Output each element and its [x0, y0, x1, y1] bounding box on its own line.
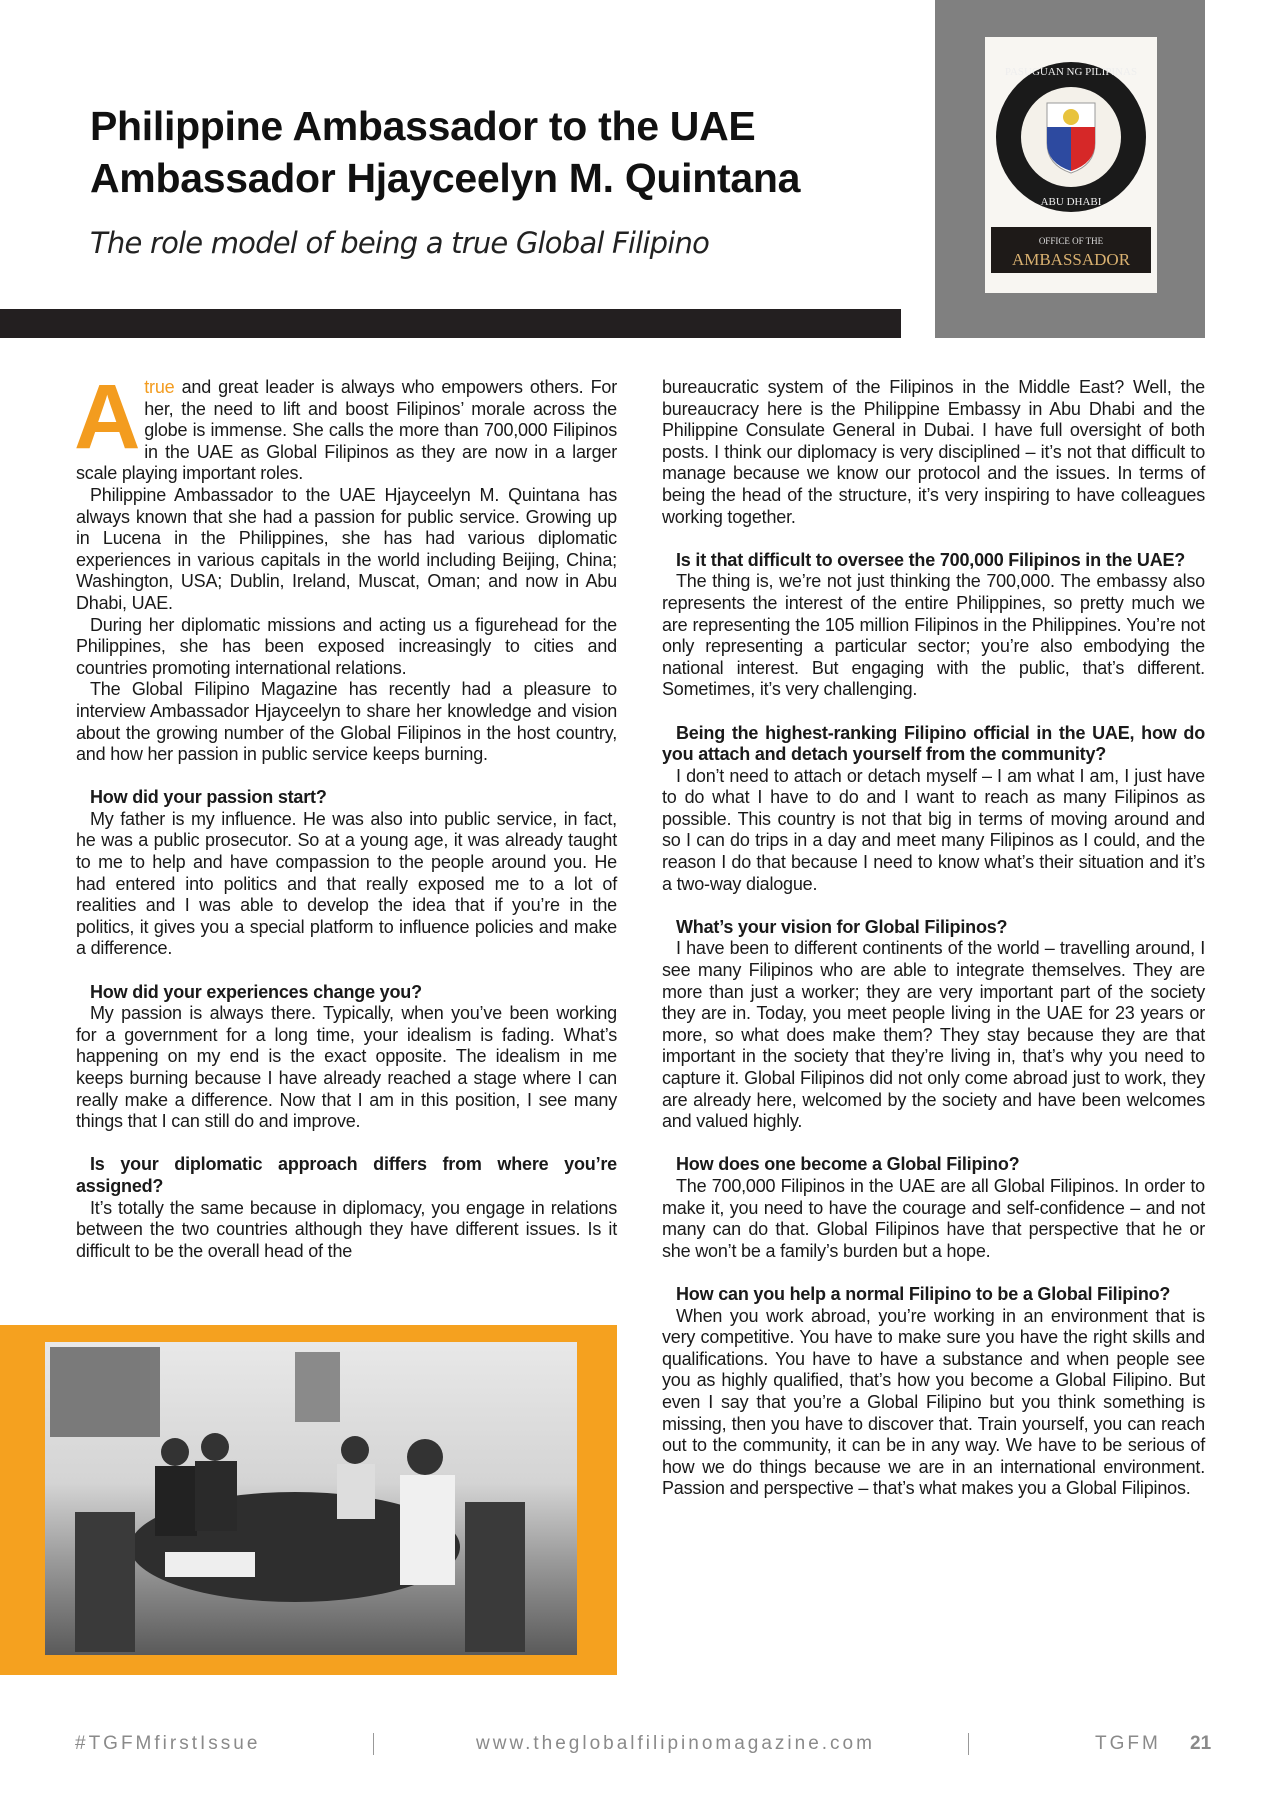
title-line-2: Ambassador Hjayceelyn M. Quintana: [90, 155, 801, 201]
paragraph: My father is my influence. He was also into public service, in fact, he was a public prosecutor. So at a young age, it was already taught to me to help and have compassion to the people around you. He had entered into politics and that really exposed me to a lot of realities and I was able to develop the idea that if you’re in the politics, it gives you a special platform to influence policies and make a difference.: [76, 808, 617, 959]
paragraph: I have been to different continents of the world – travelling around, I see many Filipinos who are able to integrate themselves. They are more than just a worker; they are very important part of the society they are in. Today, you meet people living in the UAE for 23 years or more, so what does make them? They stay because they are that important in the society that they’re living in, that’s why you need to capture it. Global Filipinos did not only come abroad just to work, they are already here, welcomed by the society and have been welcomes and valued highly.: [662, 938, 1205, 1132]
paragraph: When you work abroad, you’re working in an environment that is very competitive. You have to make sure you have the right skills and qualifications. You have to have a substance and when people see you as highly qualified, that’s how you become a Global Filipino. But even I say that you’re a Global Filipino but you think something is missing, then you have to discover that. Train yourself, you can reach out to the community, it can be in any way. We have to be serious of how we do things because we are in an international environment. Passion and perspective – that’s what makes you a Global Filipinos.: [662, 1305, 1205, 1499]
footer-website[interactable]: www.theglobalfilipinomagazine.com: [476, 1733, 875, 1754]
title-divider-bar: [0, 309, 901, 338]
footer-separator: [968, 1733, 969, 1755]
article-column-left: [74, 366, 617, 1262]
article-column-right: [662, 377, 1205, 1500]
drop-cap: A: [74, 366, 141, 468]
footer-separator: [373, 1733, 374, 1755]
paragraph: The 700,000 Filipinos in the UAE are all Global Filipinos. In order to make it, you need to have the courage and self-confidence – and not many can do that. Global Filipinos have that perspective that he or she won’t be a family’s burden but a hope.: [662, 1175, 1205, 1261]
paragraph: The thing is, we’re not just thinking the 700,000. The embassy also represents the interest of the entire Philippines, so pretty much we are representing the 105 million Filipinos in the Philippines. You’re not only representing a particular sector; you’re also embodying the national interest. But engaging with the public, that’s different. Sometimes, it’s very challenging.: [662, 571, 1205, 700]
lead-highlight: true: [144, 377, 175, 397]
plaque-small-text: OFFICE OF THE: [1038, 236, 1104, 246]
embassy-seal-image: [985, 37, 1157, 293]
seal-ring-text: PASUGUAN NG PILIPINAS: [1004, 66, 1138, 78]
interview-question: Is it that difficult to oversee the 700,000 Filipinos in the UAE?: [676, 549, 1186, 570]
paragraph: During her diplomatic missions and acting us a figurehead for the Philippines, she has been exposed increasingly to cities and countries promoting international relations.: [76, 614, 617, 678]
interview-question: Is your diplomatic approach differs from where you’re assigned?: [76, 1154, 617, 1196]
title-line-1: Philippine Ambassador to the UAE: [90, 103, 756, 149]
paragraph: My passion is always there. Typically, when you’ve been working for a government for a long time, your idealism is fading. What’s happening on my end is the exact opposite. The idealism in me keeps burning because I have already reached a stage where I can really make a difference. Now that I am in this position, I see many things that I can still do and improve.: [76, 1003, 617, 1132]
page-number: 21: [1190, 1733, 1212, 1754]
footer-hashtag: #TGFMfirstIssue: [75, 1733, 261, 1754]
paragraph: Philippine Ambassador to the UAE Hjayceelyn M. Quintana has always known that she had a passion for public service. Growing up in Lucena in the Philippines, she has had various diplomatic experiences in various capitals in the world including Beijing, China; Washington, USA; Dublin, Ireland, Muscat, Oman; and now in Abu Dhabi, UAE.: [76, 484, 617, 613]
interview-question: What’s your vision for Global Filipinos?: [676, 916, 1008, 937]
footer-brand: TGFM: [1095, 1733, 1161, 1754]
paragraph: It’s totally the same because in diplomacy, you engage in relations between the two countries although they have different issues. Is it difficult to be the overall head of the: [76, 1197, 617, 1261]
paragraph: The Global Filipino Magazine has recently had a pleasure to interview Ambassador Hjayceelyn to share her knowledge and vision about the growing number of the Global Filipinos in the host country, and how her passion in public service keeps burning.: [76, 679, 617, 765]
interview-question: How did your passion start?: [90, 787, 327, 808]
paragraph: I don’t need to attach or detach myself – I am what I am, I just have to do what I have to do and I want to reach as many Filipinos as possible. This country is not that big in terms of moving around and so I can do trips in a day and meet many Filipinos as I could, and the reason I do that because I need to know what’s their situation and it’s a two-way dialogue.: [662, 765, 1205, 894]
article-subtitle: The role model of being a true Global Filipino: [90, 226, 710, 260]
article-title: [90, 100, 800, 204]
lead-text: and great leader is always who empowers others. For her, the need to lift and boost Filipinos’ morale across the globe is immense. She calls the more than 700,000 Filipinos in the UAE as Global Filipinos as they are now in a larger scale playing important roles.: [76, 377, 617, 484]
interview-question: How does one become a Global Filipino?: [676, 1154, 1020, 1175]
meeting-photo: [45, 1342, 577, 1655]
seal-bottom-text: ABU DHABI: [1040, 196, 1102, 208]
interview-question: How did your experiences change you?: [90, 981, 422, 1002]
paragraph: bureaucratic system of the Filipinos in the Middle East? Well, the bureaucracy here is the Philippine Embassy in Abu Dhabi and the Philippine Consulate General in Dubai. I have full oversight of both posts. I think our diplomacy is very disciplined – it’s not that difficult to manage because we know our protocol and the issues. In terms of being the head of the structure, it’s very inspiring to have colleagues working together.: [662, 377, 1205, 527]
lead-paragraph: [74, 366, 617, 485]
interview-question: How can you help a normal Filipino to be a Global Filipino?: [676, 1283, 1171, 1304]
plaque-large-text: AMBASSADOR: [1011, 250, 1131, 269]
interview-question: Being the highest-ranking Filipino official in the UAE, how do you attach and detach yourself from the community?: [662, 722, 1205, 765]
